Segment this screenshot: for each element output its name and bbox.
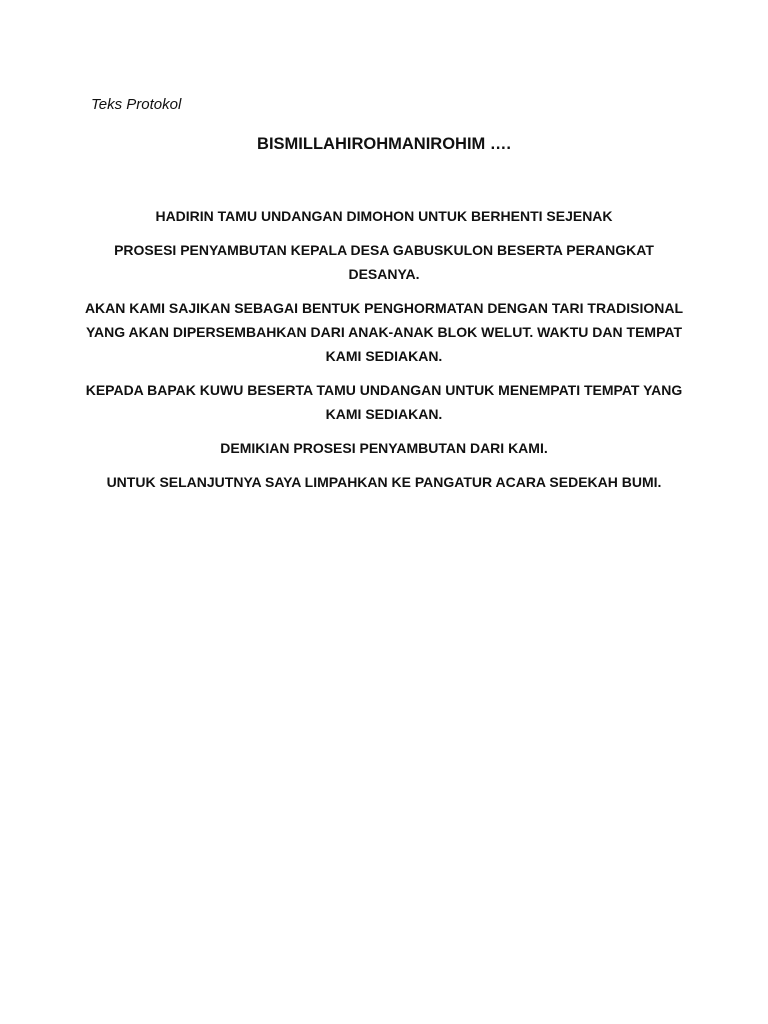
paragraph-closing: DEMIKIAN PROSESI PENYAMBUTAN DARI KAMI. xyxy=(220,440,548,456)
document-label: Teks Protokol xyxy=(91,96,182,113)
paragraph-greeting: HADIRIN TAMU UNDANGAN DIMOHON UNTUK BERHENTI SEJENAK xyxy=(155,208,613,224)
paragraph-procession: PROSESI PENYAMBUTAN KEPALA DESA GABUSKULON BESERTA PERANGKAT DESANYA. xyxy=(114,242,654,282)
paragraph-handover: UNTUK SELANJUTNYA SAYA LIMPAHKAN KE PANGATUR ACARA SEDEKAH BUMI. xyxy=(106,474,662,490)
document-body xyxy=(84,204,684,504)
document-title: BISMILLAHIROHMANIROHIM …. xyxy=(257,135,511,153)
paragraph-seating: KEPADA BAPAK KUWU BESERTA TAMU UNDANGAN UNTUK MENEMPATI TEMPAT YANG KAMI SEDIAKAN. xyxy=(85,382,683,422)
paragraph-dance: AKAN KAMI SAJIKAN SEBAGAI BENTUK PENGHORMATAN DENGAN TARI TRADISIONAL YANG AKAN DIPERSEMBAHKAN DARI ANAK-ANAK BLOK WELUT. WAKTU DAN TEMPAT KAMI SEDIAKAN. xyxy=(84,300,684,364)
